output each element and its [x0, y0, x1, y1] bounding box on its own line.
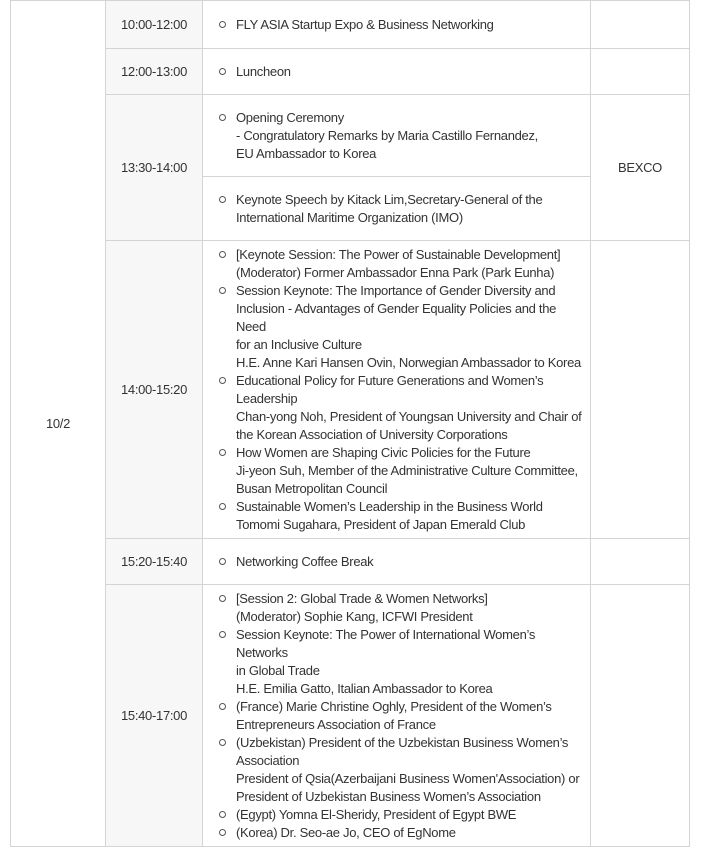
list-item — [215, 372, 582, 444]
table-row — [11, 49, 690, 95]
agenda-line: (Uzbekistan) President of the Uzbekistan Business Women’s — [236, 734, 569, 750]
agenda-line: President of Qsia(Azerbaijani Business Women'Association) or — [236, 770, 580, 786]
table-row — [11, 1, 690, 49]
agenda-line: Opening Ceremony — [236, 109, 344, 125]
venue-cell — [591, 1, 690, 49]
agenda-list — [215, 16, 582, 34]
agenda-line: Luncheon — [236, 63, 291, 79]
list-item — [215, 191, 582, 227]
agenda-line: FLY ASIA Startup Expo & Business Networking — [236, 16, 494, 32]
list-item — [215, 590, 582, 626]
agenda-line: (Egypt) Yomna El-Sheridy, President of Egypt BWE — [236, 806, 517, 822]
agenda-line: President of Uzbekistan Business Women’s Association — [236, 788, 541, 804]
table-row — [11, 539, 690, 585]
list-item — [215, 824, 582, 842]
agenda-line: (France) Marie Christine Oghly, President of the Women’s — [236, 698, 552, 714]
time-cell: 14:00-15:20 — [106, 241, 203, 539]
content-cell — [203, 1, 591, 49]
time-cell: 12:00-13:00 — [106, 49, 203, 95]
time-cell: 15:40-17:00 — [106, 585, 203, 847]
agenda-line: EU Ambassador to Korea — [236, 145, 377, 161]
venue-cell — [591, 585, 690, 847]
time-cell: 15:20-15:40 — [106, 539, 203, 585]
agenda-line: Busan Metropolitan Council — [236, 480, 388, 496]
list-item — [215, 246, 582, 282]
content-cell — [203, 95, 591, 177]
venue-cell — [591, 241, 690, 539]
time-cell: 13:30-14:00 — [106, 95, 203, 241]
agenda-list — [215, 63, 582, 81]
agenda-line: Association — [236, 752, 300, 768]
agenda-line: (Moderator) Sophie Kang, ICFWI President — [236, 608, 473, 624]
list-item — [215, 63, 582, 81]
agenda-line: Networking Coffee Break — [236, 553, 374, 569]
list-item — [215, 444, 582, 498]
agenda-list — [215, 590, 582, 842]
agenda-line: the Korean Association of University Corporations — [236, 426, 508, 442]
agenda-line: for an Inclusive Culture — [236, 336, 362, 352]
agenda-line: Keynote Speech by Kitack Lim,Secretary-General of the — [236, 191, 543, 207]
agenda-line: Session Keynote: The Importance of Gender Diversity and — [236, 282, 556, 298]
agenda-line: (Korea) Dr. Seo-ae Jo, CEO of EgNome — [236, 824, 456, 840]
venue-cell — [591, 539, 690, 585]
agenda-line: [Session 2: Global Trade & Women Networks] — [236, 590, 488, 606]
agenda-line: Leadership — [236, 390, 298, 406]
table-row — [11, 585, 690, 847]
agenda-line: H.E. Anne Kari Hansen Ovin, Norwegian Ambassador to Korea — [236, 354, 581, 370]
table-row — [11, 95, 690, 177]
table-row — [11, 241, 690, 539]
list-item — [215, 806, 582, 824]
list-item — [215, 626, 582, 698]
agenda-line: Chan-yong Noh, President of Youngsan University and Chair of — [236, 408, 582, 424]
agenda-list — [215, 109, 582, 163]
agenda-line: H.E. Emilia Gatto, Italian Ambassador to Korea — [236, 680, 493, 696]
venue-cell — [591, 95, 690, 241]
agenda-line: Entrepreneurs Association of France — [236, 716, 436, 732]
list-item — [215, 698, 582, 734]
agenda-line: Educational Policy for Future Generations and Women’s — [236, 372, 544, 388]
schedule-table — [10, 0, 690, 847]
list-item — [215, 16, 582, 34]
agenda-list — [215, 246, 582, 534]
venue-label: BEXCO — [617, 159, 662, 175]
list-item — [215, 109, 582, 163]
list-item — [215, 498, 582, 534]
content-cell — [203, 177, 591, 241]
agenda-line: Ji-yeon Suh, Member of the Administrative Culture Committee, — [236, 462, 578, 478]
agenda-line: - Congratulatory Remarks by Maria Castillo Fernandez, — [236, 127, 538, 143]
agenda-list — [215, 553, 582, 571]
agenda-line: (Moderator) Former Ambassador Enna Park (Park Eunha) — [236, 264, 555, 280]
content-cell — [203, 241, 591, 539]
agenda-list — [215, 191, 582, 227]
agenda-line: International Maritime Organization (IMO) — [236, 209, 463, 225]
content-cell — [203, 539, 591, 585]
agenda-line: in Global Trade — [236, 662, 320, 678]
date-label: 10/2 — [45, 415, 71, 431]
content-cell — [203, 49, 591, 95]
list-item — [215, 553, 582, 571]
date-cell — [11, 1, 106, 847]
agenda-line: [Keynote Session: The Power of Sustainable Development] — [236, 246, 561, 262]
content-cell — [203, 585, 591, 847]
agenda-line: How Women are Shaping Civic Policies for the Future — [236, 444, 531, 460]
agenda-line: Tomomi Sugahara, President of Japan Emerald Club — [236, 516, 526, 532]
venue-cell — [591, 49, 690, 95]
agenda-line: Session Keynote: The Power of International Women’s Networks — [236, 626, 536, 660]
time-cell: 10:00-12:00 — [106, 1, 203, 49]
list-item — [215, 734, 582, 806]
list-item — [215, 282, 582, 372]
agenda-line: Sustainable Women’s Leadership in the Business World — [236, 498, 543, 514]
agenda-line: Inclusion - Advantages of Gender Equality Policies and the Need — [236, 300, 557, 334]
